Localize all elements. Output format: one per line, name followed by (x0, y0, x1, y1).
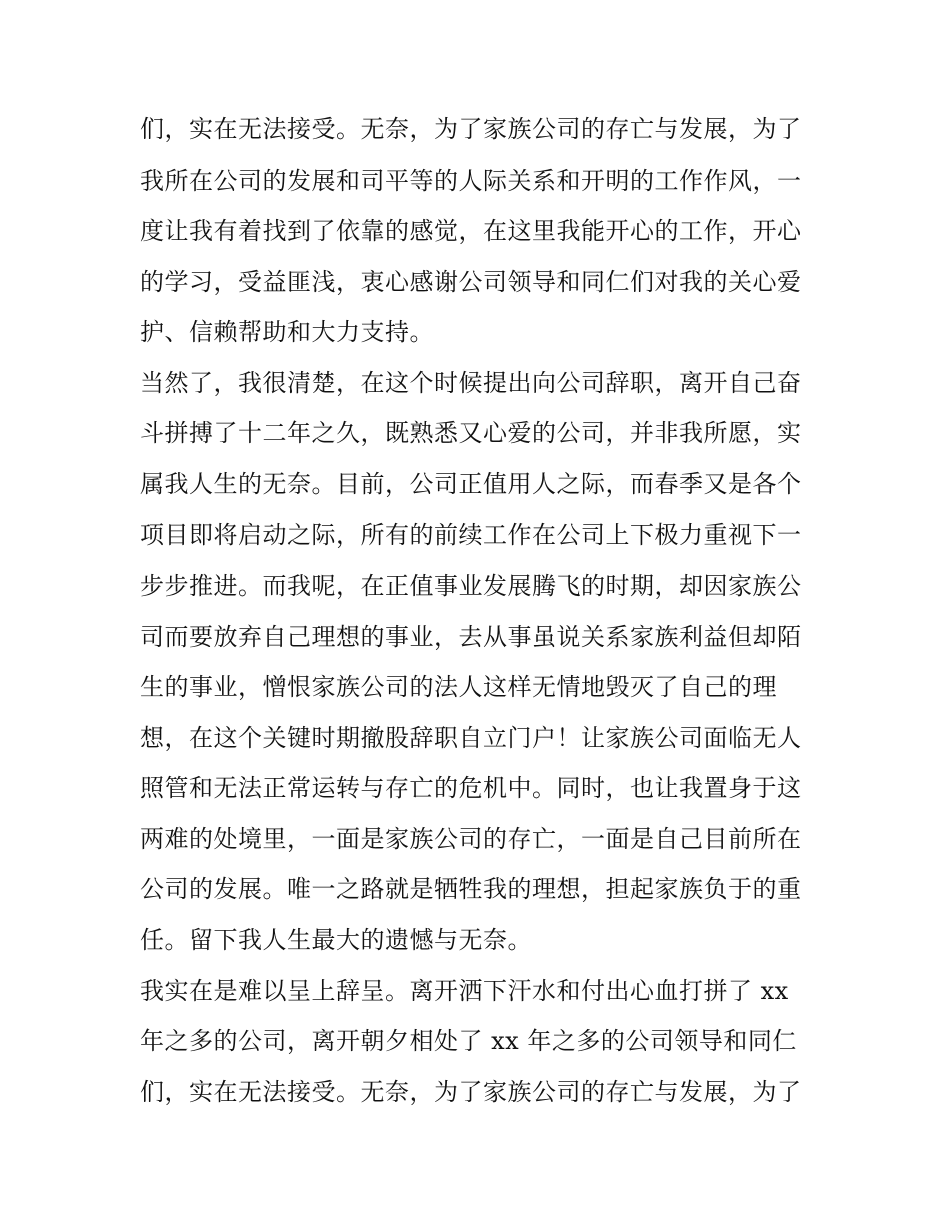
text-line: 想，在这个关键时期撤股辞职自立门户！让家族公司面临无人 (140, 724, 802, 752)
text-line: 公司的发展。唯一之路就是牺牲我的理想，担起家族负于的重 (140, 875, 802, 903)
text-line: 步步推进。而我呢，在正值事业发展腾飞的时期，却因家族公 (140, 572, 802, 600)
text-line: 任。留下我人生最大的遗憾与无奈。 (140, 926, 532, 954)
text-line: 照管和无法正常运转与存亡的危机中。同时，也让我置身于这 (140, 774, 802, 802)
text-line: 斗拼搏了十二年之久，既熟悉又心爱的公司，并非我所愿，实 (140, 419, 802, 447)
text-line: 度让我有着找到了依靠的感觉，在这里我能开心的工作，开心 (140, 217, 802, 245)
text-line: 属我人生的无奈。目前，公司正值用人之际，而春季又是各个 (140, 470, 802, 498)
text-line: 两难的处境里，一面是家族公司的存亡，一面是自己目前所在 (140, 825, 802, 853)
text-line: 的学习，受益匪浅，衷心感谢公司领导和同仁们对我的关心爱 (140, 268, 802, 296)
text-line: 当然了，我很清楚，在这个时候提出向公司辞职，离开自己奋 (140, 369, 802, 397)
text-line: 司而要放弃自己理想的事业，去从事虽说关系家族利益但却陌 (140, 623, 802, 651)
text-line: 们，实在无法接受。无奈，为了家族公司的存亡与发展，为了 (140, 115, 802, 143)
text-line: 护、信赖帮助和大力支持。 (140, 318, 434, 346)
text-line: 我实在是难以呈上辞呈。离开洒下汗水和付出心血打拼了 xx (140, 977, 789, 1005)
text-line: 年之多的公司，离开朝夕相处了 xx 年之多的公司领导和同仁 (140, 1027, 797, 1055)
text-line: 们，实在无法接受。无奈，为了家族公司的存亡与发展，为了 (140, 1078, 802, 1106)
text-line: 我所在公司的发展和司平等的人际关系和开明的工作作风，一 (140, 167, 802, 195)
text-line: 项目即将启动之际，所有的前续工作在公司上下极力重视下一 (140, 521, 802, 549)
text-line: 生的事业，憎恨家族公司的法人这样无情地毁灭了自己的理 (140, 673, 777, 701)
